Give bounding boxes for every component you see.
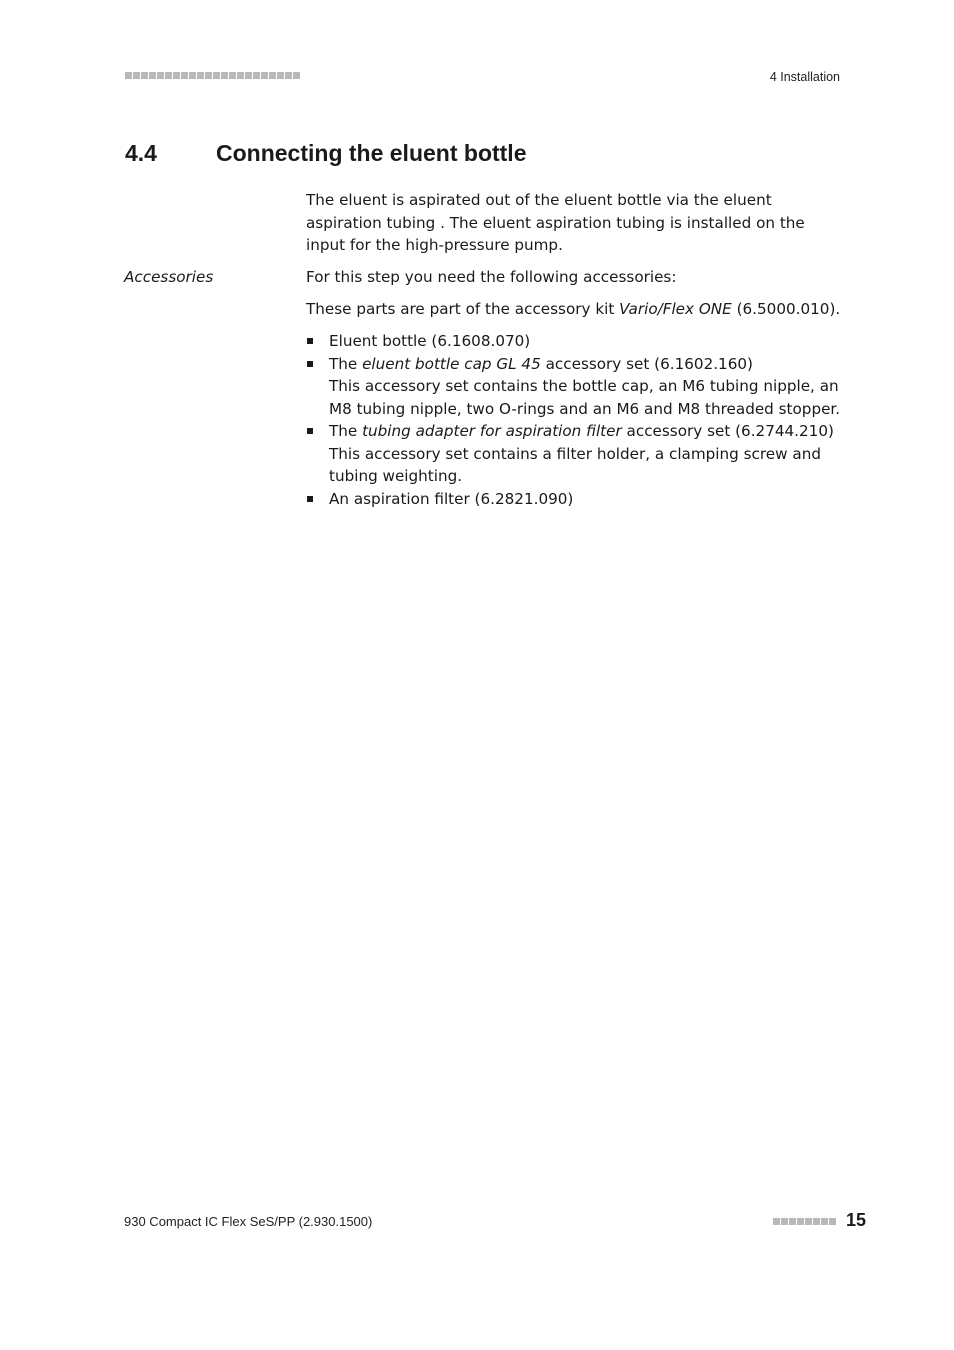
bullet-icon (307, 361, 313, 367)
list-item-note: This accessory set contains a filter holder, a clamping screw and tubing weighting. (329, 444, 821, 485)
bullet-icon (307, 338, 313, 344)
section-number: 4.4 (125, 140, 157, 166)
kit-prefix: These parts are part of the accessory kit (306, 300, 620, 318)
section-heading (125, 140, 527, 167)
kit-suffix: (6.5000.010). (731, 300, 841, 318)
intro-paragraph: The eluent is aspirated out of the eluent bottle via the eluent aspiration tubing . The eluent aspiration tubing is installed on the input for the high-pressure pump. (306, 191, 805, 254)
section-title: Connecting the eluent bottle (216, 140, 527, 166)
list-item: An aspiration filter (6.2821.090) (306, 488, 846, 511)
accessory-kit-text (306, 298, 842, 321)
list-item: The tubing adapter for aspiration filter accessory set (6.2744.210) This accessory set contains a filter holder, a clamping screw and tubing weighting. (306, 420, 846, 488)
list-item-note: This accessory set contains the bottle cap, an M6 tubing nipple, an M8 tubing nipple, two O-rings and an M6 and M8 threaded stopper. (329, 377, 841, 418)
kit-name: Vario/Flex ONE (619, 300, 732, 318)
accessory-list (306, 330, 846, 510)
accessories-need-text: For this step you need the following accessories: (306, 268, 677, 286)
bullet-icon (307, 428, 313, 434)
page-number: 15 (846, 1210, 867, 1230)
accessories-label: Accessories (124, 268, 214, 286)
list-item: The eluent bottle cap GL 45 accessory set (6.1602.160) This accessory set contains the bottle cap, an M6 tubing nipple, an M8 tubing nipple, two O-rings and an M6 and M8 threaded stopper. (306, 353, 846, 421)
list-item: Eluent bottle (6.1608.070) (306, 330, 846, 353)
footer-product: 930 Compact IC Flex SeS/PP (2.930.1500) (124, 1214, 373, 1229)
bullet-icon (307, 496, 313, 502)
footer-decoration (773, 1218, 836, 1225)
header-decoration (125, 72, 300, 79)
header-chapter: 4 Installation (769, 70, 840, 84)
